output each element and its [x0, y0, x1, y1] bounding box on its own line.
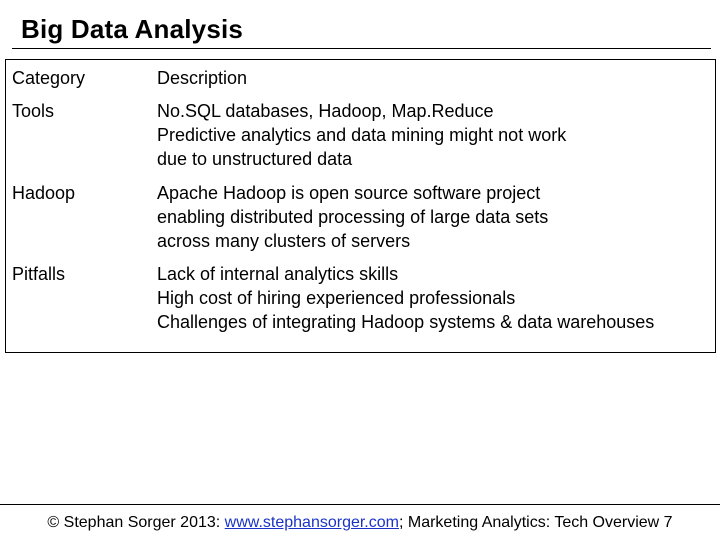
- description-line: Apache Hadoop is open source software project: [157, 183, 541, 203]
- footer-divider: [0, 504, 720, 505]
- description-line: No.SQL databases, Hadoop, Map.Reduce: [157, 101, 494, 121]
- row-description: [157, 99, 566, 171]
- row-category: Tools: [12, 101, 55, 121]
- row-category: Hadoop: [12, 183, 76, 203]
- header-description: Description: [157, 68, 248, 88]
- slide-title: Big Data Analysis: [21, 14, 244, 44]
- row-category: Pitfalls: [12, 264, 66, 284]
- footer-copyright: © Stephan Sorger 2013:: [47, 514, 225, 531]
- title-divider: [12, 48, 711, 49]
- header-category: Category: [12, 68, 86, 88]
- description-line: Lack of internal analytics skills: [157, 264, 399, 284]
- description-line: due to unstructured data: [157, 149, 353, 169]
- footer: [0, 514, 720, 532]
- description-line: Predictive analytics and data mining might not work: [157, 125, 567, 145]
- description-line: Challenges of integrating Hadoop systems & data warehouses: [157, 312, 655, 332]
- footer-course-info: ; Marketing Analytics: Tech Overview 7: [398, 514, 673, 531]
- description-line: enabling distributed processing of large data sets: [157, 207, 549, 227]
- description-line: High cost of hiring experienced professionals: [157, 288, 516, 308]
- row-description: [157, 262, 654, 334]
- row-description: [157, 181, 548, 253]
- description-line: across many clusters of servers: [157, 231, 411, 251]
- content-table: [5, 59, 716, 353]
- footer-website-link[interactable]: www.stephansorger.com: [224, 514, 399, 531]
